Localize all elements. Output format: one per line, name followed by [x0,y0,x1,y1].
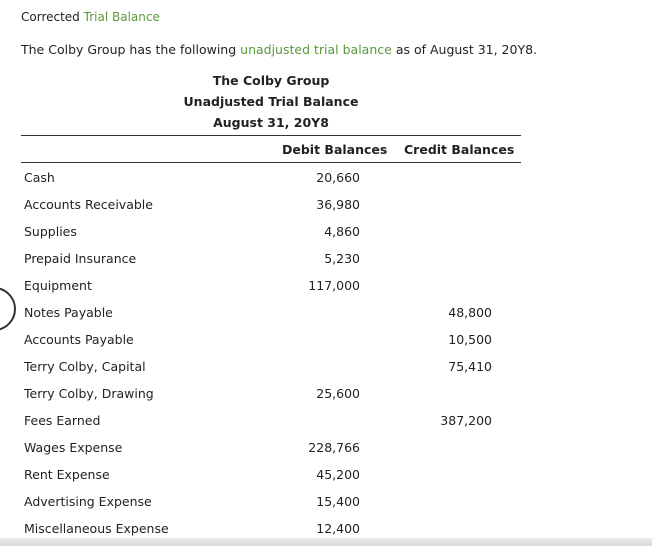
debit-column-header: Debit Balances [282,142,388,157]
account-name: Equipment [24,278,92,293]
account-name: Rent Expense [24,467,110,482]
table-row [21,467,521,494]
account-name: Wages Expense [24,440,123,455]
debit-value: 20,660 [316,170,360,185]
account-name: Notes Payable [24,305,113,320]
statement-date: August 31, 20Y8 [213,115,329,130]
account-name: Accounts Payable [24,332,134,347]
debit-value: 228,766 [308,440,360,455]
debit-value: 117,000 [308,278,360,293]
intro-after: as of August 31, 20Y8. [395,42,538,57]
credit-value: 75,410 [448,359,492,374]
section-heading [21,10,160,24]
intro-before: The Colby Group has the following [21,42,237,57]
debit-value: 5,230 [324,251,360,266]
account-name: Accounts Receivable [24,197,153,212]
account-name: Advertising Expense [24,494,152,509]
credit-value: 10,500 [448,332,492,347]
bottom-scroll-edge [0,538,652,546]
trial-balance-link[interactable]: Trial Balance [83,10,160,24]
table-row [21,170,521,197]
debit-value: 36,980 [316,197,360,212]
credit-value: 48,800 [448,305,492,320]
unadjusted-trial-balance-link[interactable]: unadjusted trial balance [240,42,392,57]
account-name: Miscellaneous Expense [24,521,169,536]
selection-circle[interactable] [0,287,16,331]
debit-value: 4,860 [324,224,360,239]
debit-value: 12,400 [316,521,360,536]
credit-value: 387,200 [440,413,492,428]
table-row [21,386,521,413]
heading-prefix: Corrected [21,10,80,24]
table-row [21,224,521,251]
credit-column-header: Credit Balances [404,142,515,157]
debit-value: 15,400 [316,494,360,509]
debit-value: 25,600 [316,386,360,401]
table-row [21,305,521,332]
header-bottom-rule [21,162,521,163]
statement-title-block [21,70,521,133]
intro-text [21,42,537,57]
company-name: The Colby Group [212,73,330,88]
table-row [21,251,521,278]
account-name: Cash [24,170,55,185]
table-row [21,197,521,224]
table-row [21,332,521,359]
account-name: Fees Earned [24,413,101,428]
table-row [21,278,521,305]
table-row [21,359,521,386]
table-row [21,413,521,440]
debit-value: 45,200 [316,467,360,482]
statement-title: Unadjusted Trial Balance [183,94,359,109]
account-name: Terry Colby, Drawing [24,386,154,401]
account-name: Prepaid Insurance [24,251,137,266]
table-row [21,494,521,521]
account-name: Supplies [24,224,77,239]
table-row [21,440,521,467]
header-top-rule [21,135,521,136]
account-name: Terry Colby, Capital [24,359,146,374]
